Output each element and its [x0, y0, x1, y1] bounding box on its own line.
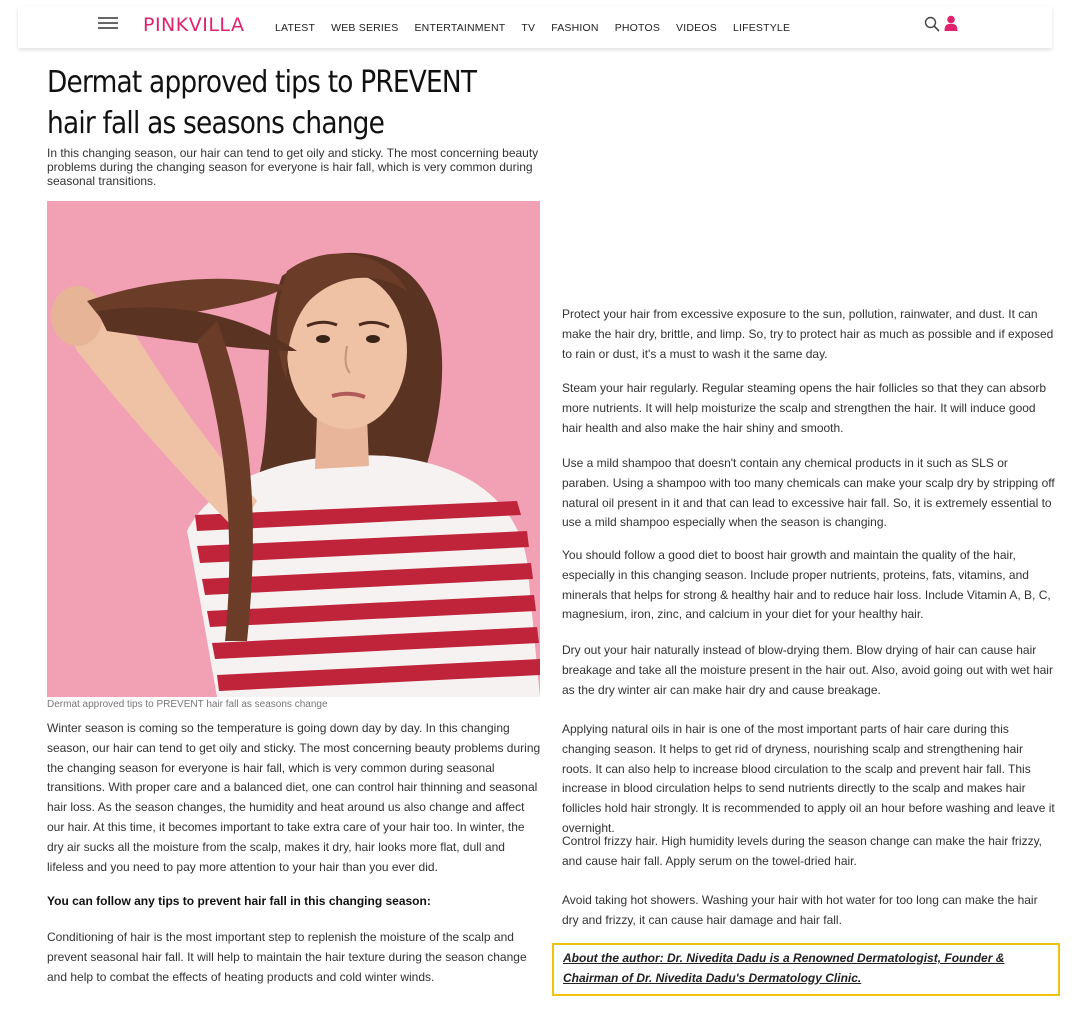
nav-item-photos[interactable]: PHOTOS [614, 22, 661, 34]
nav-item-entertainment[interactable]: ENTERTAINMENT [414, 22, 506, 34]
tip-oils-paragraph: Applying natural oils in hair is one of the most important parts of hair care during this changing season. It helps to get rid of dryness, nourishing scalp and strengthening hair roots. It can also help to increase blood circulation to the scalp and prevent hair fall. This increase in blood circulation helps to send nutrients directly to the scalp and makes hair follicles hold hair strongly. It is recommended to apply oil an hour before washing and leave it overnight. [562, 722, 1055, 835]
article-title: Dermat approved tips to PREVENT hair fall as seasons change [47, 65, 477, 141]
conditioning-paragraph: Conditioning of hair is the most important step to replenish the moisture of the scalp and prevent seasonal hair fall. It will help to maintain the hair texture during the season change and help to combat the effects of heating products and cold winter winds. [47, 930, 527, 984]
tip-steam-paragraph: Steam your hair regularly. Regular steaming opens the hair follicles so that they can absorb more nutrients. It will help moisturize the scalp and strengthen the hair. It will induce good hair health and also make the hair shiny and smooth. [562, 381, 1047, 435]
nav-item-web-series[interactable]: WEB SERIES [331, 22, 399, 34]
nav-item-tv[interactable]: TV [521, 22, 536, 34]
tip-showers-paragraph: Avoid taking hot showers. Washing your hair with hot water for too long can make the hair dry and frizzy, it can cause hair damage and hair fall. [562, 893, 1038, 927]
image-caption: Dermat approved tips to PREVENT hair fall as seasons change [47, 699, 328, 710]
article-subtitle: In this changing season, our hair can tend to get oily and sticky. The most concerning beauty problems during the changing season for everyone is hair fall, which is very common during seasonal transitions. [47, 146, 539, 188]
intro-paragraph: Winter season is coming so the temperature is going down day by day. In this changing season, our hair can tend to get oily and sticky. The most concerning beauty problems during the changing season for everyone is hair fall, which is very common during seasonal transitions. With proper care and a balanced diet, one can control hair thinning and seasonal hair loss. As the season changes, the humidity and heat around us also change and affect our hair. At this time, it becomes important to take extra care of your hair too. In winter, the dry air sucks all the moisture from the scalp, makes it dry, hair looks more flat, dull and lifeless and you need to pay more attention to your hair than you ever did. [47, 721, 541, 874]
tips-heading: You can follow any tips to prevent hair fall in this changing season: [47, 894, 431, 908]
search-icon[interactable] [924, 16, 940, 32]
hero-illustration [47, 201, 540, 697]
nav-item-videos[interactable]: VIDEOS [676, 22, 717, 34]
main-nav [275, 22, 806, 34]
tip-diet-paragraph: You should follow a good diet to boost hair growth and maintain the quality of the hair, especially in this changing season. Include proper nutrients, proteins, fats, vitamins, and minerals that helps for strong & healthy hair and to reduce hair loss. Include Vitamin A, B, C, magnesium, iron, zinc, and calcium in your diet for your healthy hair. [562, 548, 1051, 622]
nav-item-lifestyle[interactable]: LIFESTYLE [732, 22, 791, 34]
site-logo[interactable]: PINKVILLA [143, 14, 245, 36]
hero-image [47, 201, 540, 697]
tip-protect-paragraph: Protect your hair from excessive exposure to the sun, pollution, rainwater, and dust. It can make the hair dry, brittle, and limp. So, try to protect hair as much as possible and if exposed to rain or dust, it's a must to wash it the same day. [562, 307, 1054, 361]
author-note-link[interactable]: About the author: Dr. Nivedita Dadu is a Renowned Dermatologist, Founder & Chairman of Dr. Nivedita Dadu's Dermatology Clinic. [563, 951, 1005, 985]
author-highlight-box [552, 943, 1060, 996]
user-icon[interactable] [944, 15, 958, 31]
site-header [18, 6, 1052, 48]
tip-dry-paragraph: Dry out your hair naturally instead of blow-drying them. Blow drying of hair can cause hair breakage and take all the moisture present in the hair out. Also, avoid going out with wet hair as the dry winter air can make hair dry and cause breakage. [562, 643, 1053, 697]
hamburger-icon[interactable] [98, 17, 118, 31]
tip-frizzy-paragraph: Control frizzy hair. High humidity levels during the season change can make the hair frizzy, and cause hair fall. Apply serum on the towel-dried hair. [562, 834, 1043, 868]
nav-item-latest[interactable]: LATEST [275, 22, 316, 34]
tip-shampoo-paragraph: Use a mild shampoo that doesn't contain any chemical products in it such as SLS or paraben. Using a shampoo with too many chemicals can make your scalp dry by stripping off natural oil present in it and that can lead to excessive hair fall. So, it is extremely essential to use a mild shampoo especially when the season is changing. [562, 456, 1055, 530]
nav-item-fashion[interactable]: FASHION [551, 22, 599, 34]
